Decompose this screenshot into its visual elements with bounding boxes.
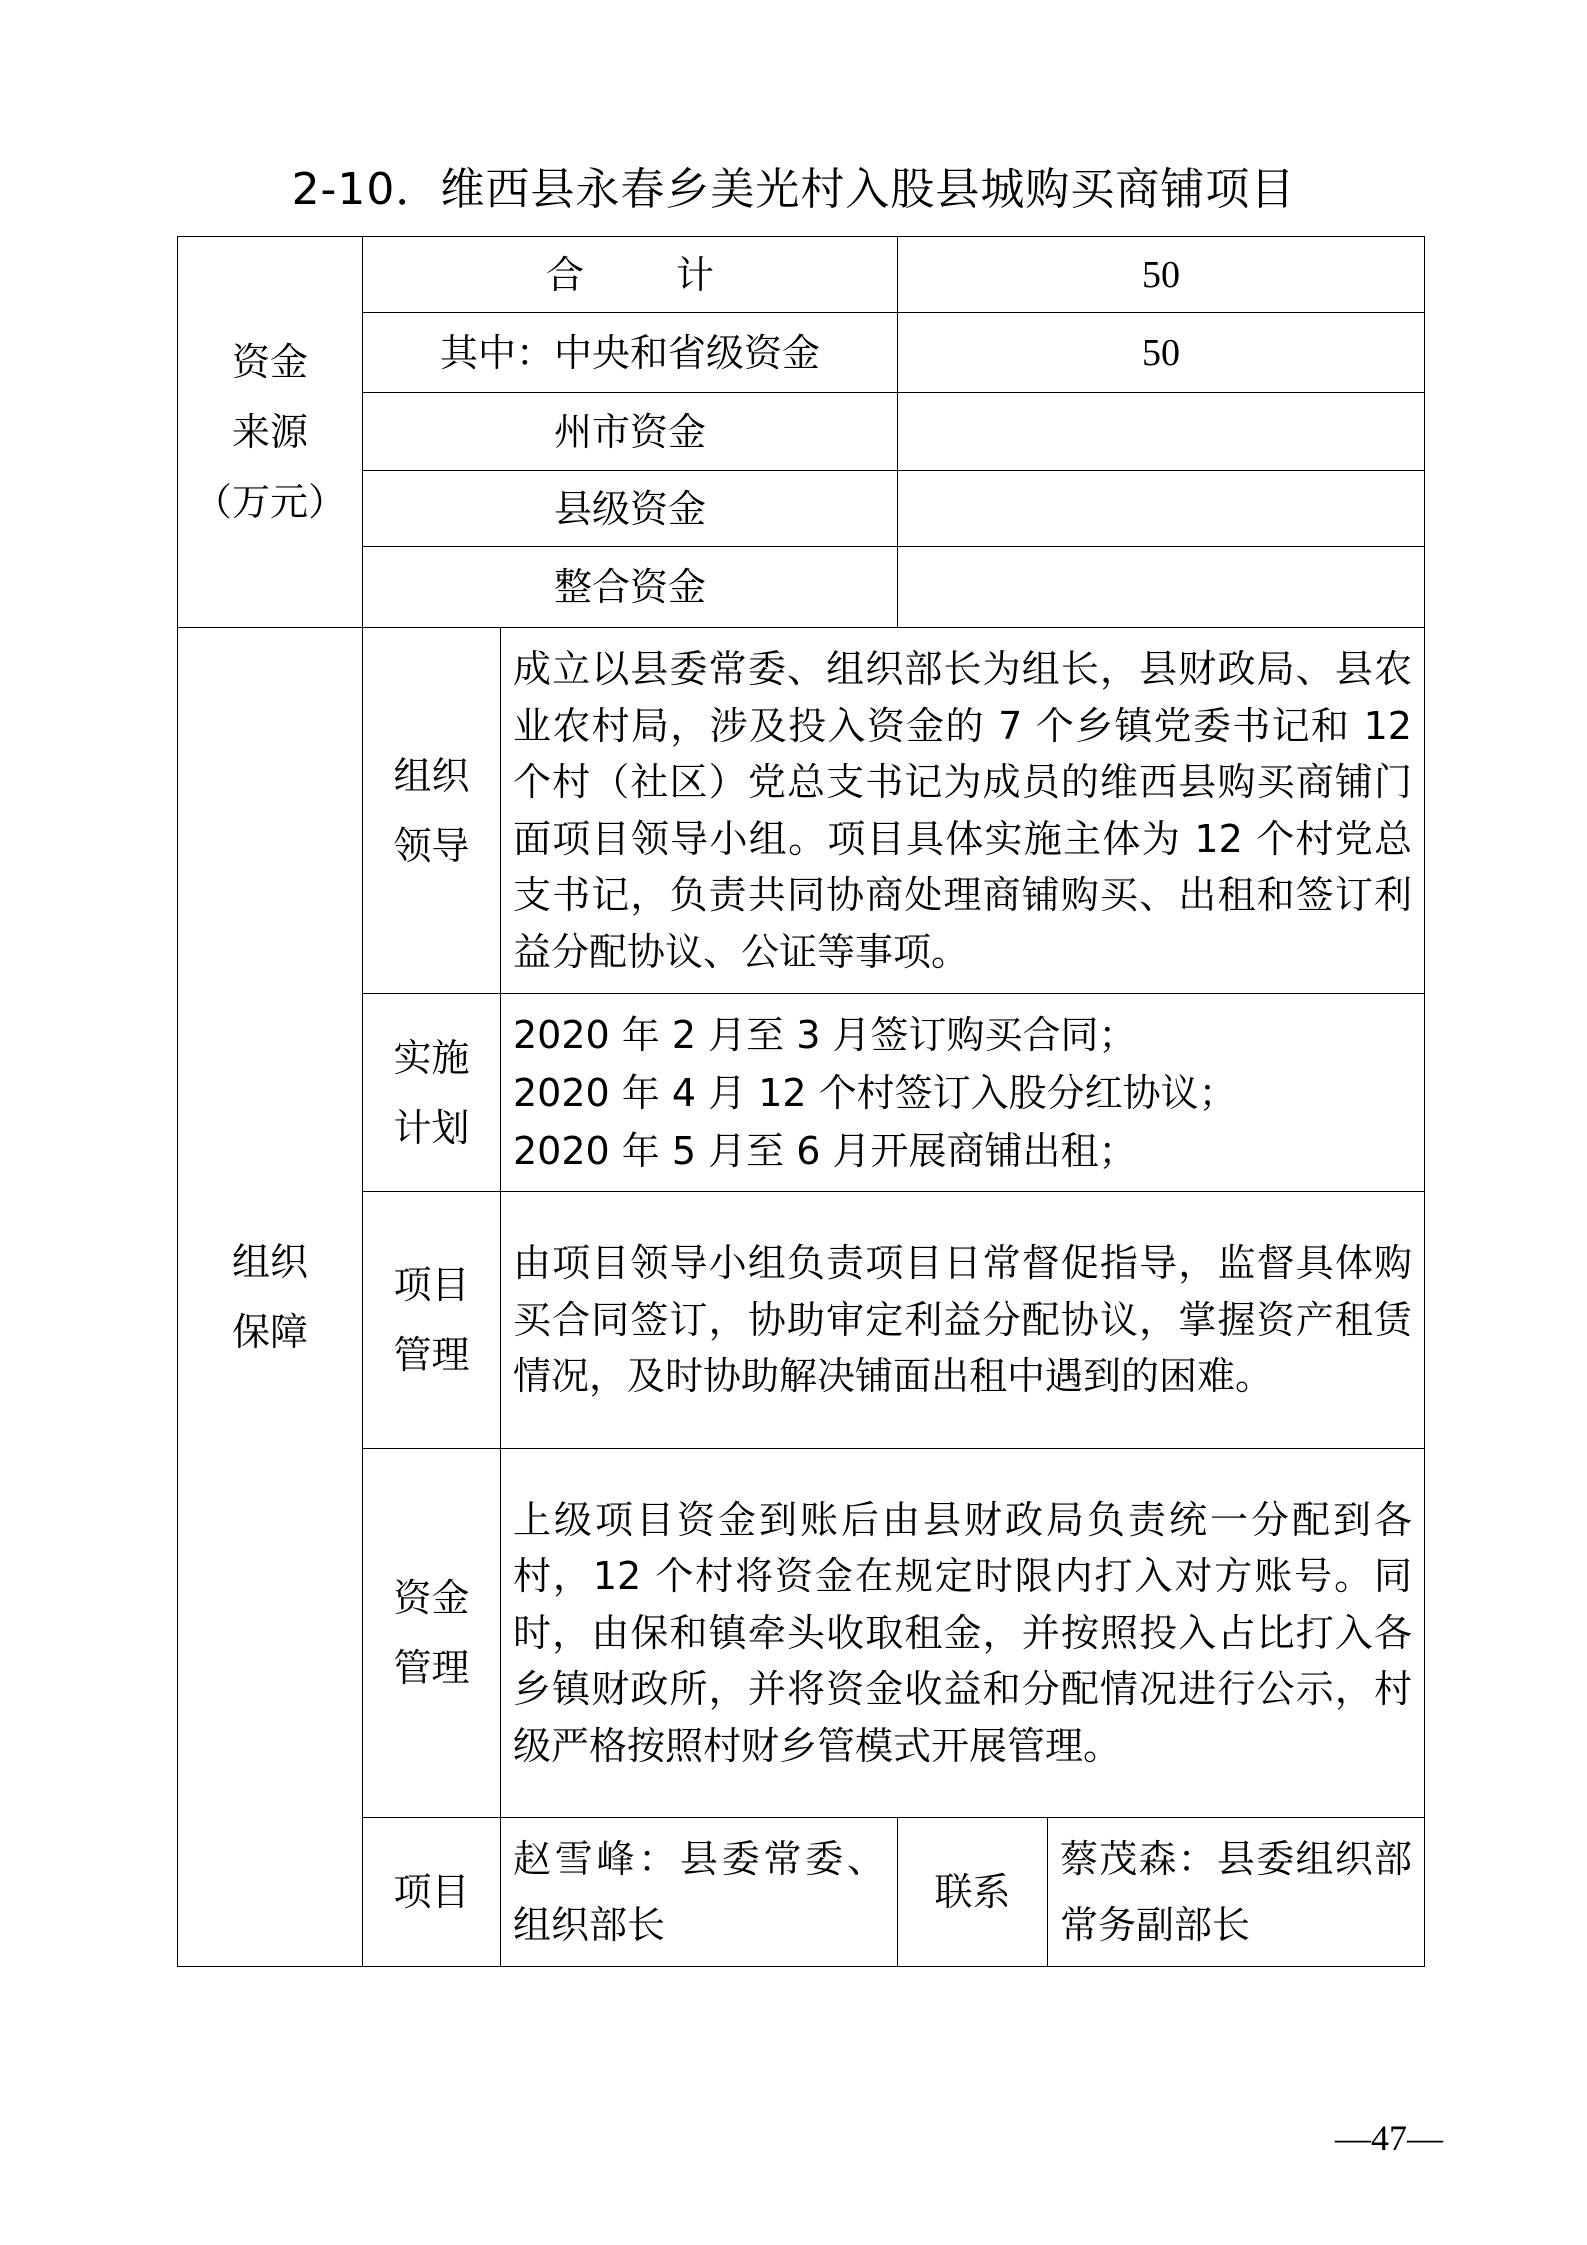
section-project-management xyxy=(178,1192,1425,1449)
funding-source-label: 资金 来源 （万元） xyxy=(178,237,363,628)
section-implementation-plan xyxy=(178,994,1425,1192)
funding-row-prefecture xyxy=(178,393,1425,471)
fund-management-label: 资金 管理 xyxy=(363,1449,501,1818)
section-fund-management xyxy=(178,1449,1425,1818)
funding-row-central xyxy=(178,313,1425,393)
project-person: 赵雪峰：县委常委、组织部长 xyxy=(501,1818,898,1967)
section-project-contact xyxy=(178,1818,1425,1967)
plan-line: 2020 年 4 月 12 个村签订入股分红协议； xyxy=(513,1070,1237,1115)
implementation-plan-text xyxy=(501,994,1425,1192)
funding-prefecture-label: 州市资金 xyxy=(363,393,898,471)
contact-person: 蔡茂森：县委组织部常务副部长 xyxy=(1048,1818,1425,1967)
funding-total-label: 合 计 xyxy=(363,237,898,313)
page-title: 2-10．维西县永春乡美光村入股县城购买商铺项目 xyxy=(291,164,1296,215)
org-leadership-label: 组织 领导 xyxy=(363,628,501,994)
funding-integrated-value xyxy=(898,547,1425,628)
plan-line: 2020 年 5 月至 6 月开展商铺出租； xyxy=(513,1128,1137,1173)
funding-row-total xyxy=(178,237,1425,313)
org-leadership-text: 成立以县委常委、组织部长为组长，县财政局、县农业农村局，涉及投入资金的 7 个乡镇党委书记和 12 个村（社区）党总支书记为成员的维西县购买商铺门面项目领导小组。项目具体实施主体为 12 个村党总支书记，负责共同协商处理商铺购买、出租和签订利益分配协议、公证等事项。 xyxy=(501,628,1425,994)
implementation-plan-label: 实施 计划 xyxy=(363,994,501,1192)
contact-label: 联系 xyxy=(898,1818,1048,1967)
funding-prefecture-value xyxy=(898,393,1425,471)
funding-county-value xyxy=(898,471,1425,547)
funding-integrated-label: 整合资金 xyxy=(363,547,898,628)
funding-central-value: 50 xyxy=(898,313,1425,393)
guarantee-label: 组织 保障 xyxy=(178,628,363,1967)
funding-total-value: 50 xyxy=(898,237,1425,313)
funding-central-label: 其中：中央和省级资金 xyxy=(363,313,898,393)
fund-management-text: 上级项目资金到账后由县财政局负责统一分配到各村，12 个村将资金在规定时限内打入对方账号。同时，由保和镇牵头收取租金，并按照投入占比打入各乡镇财政所，并将资金收益和分配情况进行公示，村级严格按照村财乡管模式开展管理。 xyxy=(501,1449,1425,1818)
section-org-leadership xyxy=(178,628,1425,994)
funding-county-label: 县级资金 xyxy=(363,471,898,547)
funding-row-integrated xyxy=(178,547,1425,628)
project-management-label: 项目 管理 xyxy=(363,1192,501,1449)
project-person-label: 项目 xyxy=(363,1818,501,1967)
funding-row-county xyxy=(178,471,1425,547)
project-management-text: 由项目领导小组负责项目日常督促指导，监督具体购买合同签订，协助审定利益分配协议，掌握资产租赁情况，及时协助解决铺面出租中遇到的困难。 xyxy=(501,1192,1425,1449)
page-number: —47— xyxy=(1335,2118,1443,2158)
plan-line: 2020 年 2 月至 3 月签订购买合同； xyxy=(513,1012,1137,1057)
project-table xyxy=(177,236,1425,1967)
